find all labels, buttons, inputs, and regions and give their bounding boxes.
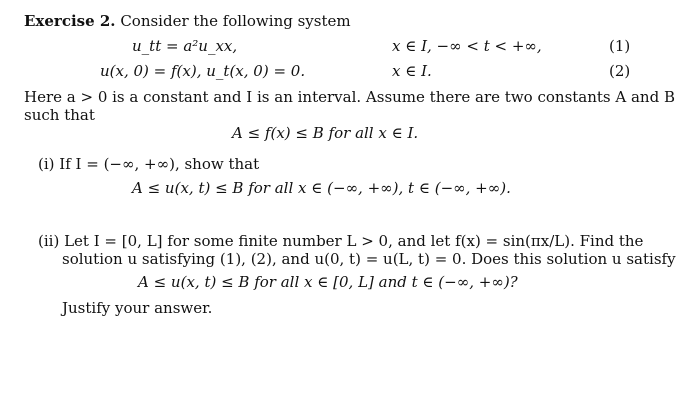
exercise-heading xyxy=(24,12,351,30)
exercise-label: Exercise 2. xyxy=(24,12,116,30)
assumption-line-1: Here a > 0 is a constant and I is an interval. Assume there are two constants A and B xyxy=(24,88,675,106)
equation-2-condition: x ∈ I. xyxy=(392,62,432,80)
equation-1-condition: x ∈ I, −∞ < t < +∞, xyxy=(392,37,542,55)
assumption-line-2: such that xyxy=(24,106,95,124)
part-ii-closing: Justify your answer. xyxy=(62,299,213,317)
part-i-label: (i) xyxy=(38,155,55,173)
part-ii-bound: A ≤ u(x, t) ≤ B for all x ∈ [0, L] and t ∈ (−∞, +∞)? xyxy=(138,273,518,291)
part-i-heading xyxy=(38,155,259,173)
equation-1-number: (1) xyxy=(609,37,631,55)
assumption-bound: A ≤ f(x) ≤ B for all x ∈ I. xyxy=(232,124,419,142)
equation-2-lhs: u(x, 0) = f(x), u_t(x, 0) = 0. xyxy=(100,62,306,80)
part-ii-line-1: Let I = [0, L] for some finite number L > 0, and let f(x) = sin(πx/L). Find the xyxy=(64,232,644,250)
part-i-text: If I = (−∞, +∞), show that xyxy=(59,155,260,173)
part-ii-label: (ii) xyxy=(38,232,60,250)
equation-2-number: (2) xyxy=(609,62,631,80)
exercise-intro: Consider the following system xyxy=(120,12,351,30)
part-ii-line-2: solution u satisfying (1), (2), and u(0, t) = u(L, t) = 0. Does this solution u satisfy xyxy=(62,250,676,268)
part-i-bound: A ≤ u(x, t) ≤ B for all x ∈ (−∞, +∞), t ∈ (−∞, +∞). xyxy=(132,179,511,197)
part-ii-heading xyxy=(38,232,643,250)
equation-1-lhs: u_tt = a²u_xx, xyxy=(132,37,238,55)
